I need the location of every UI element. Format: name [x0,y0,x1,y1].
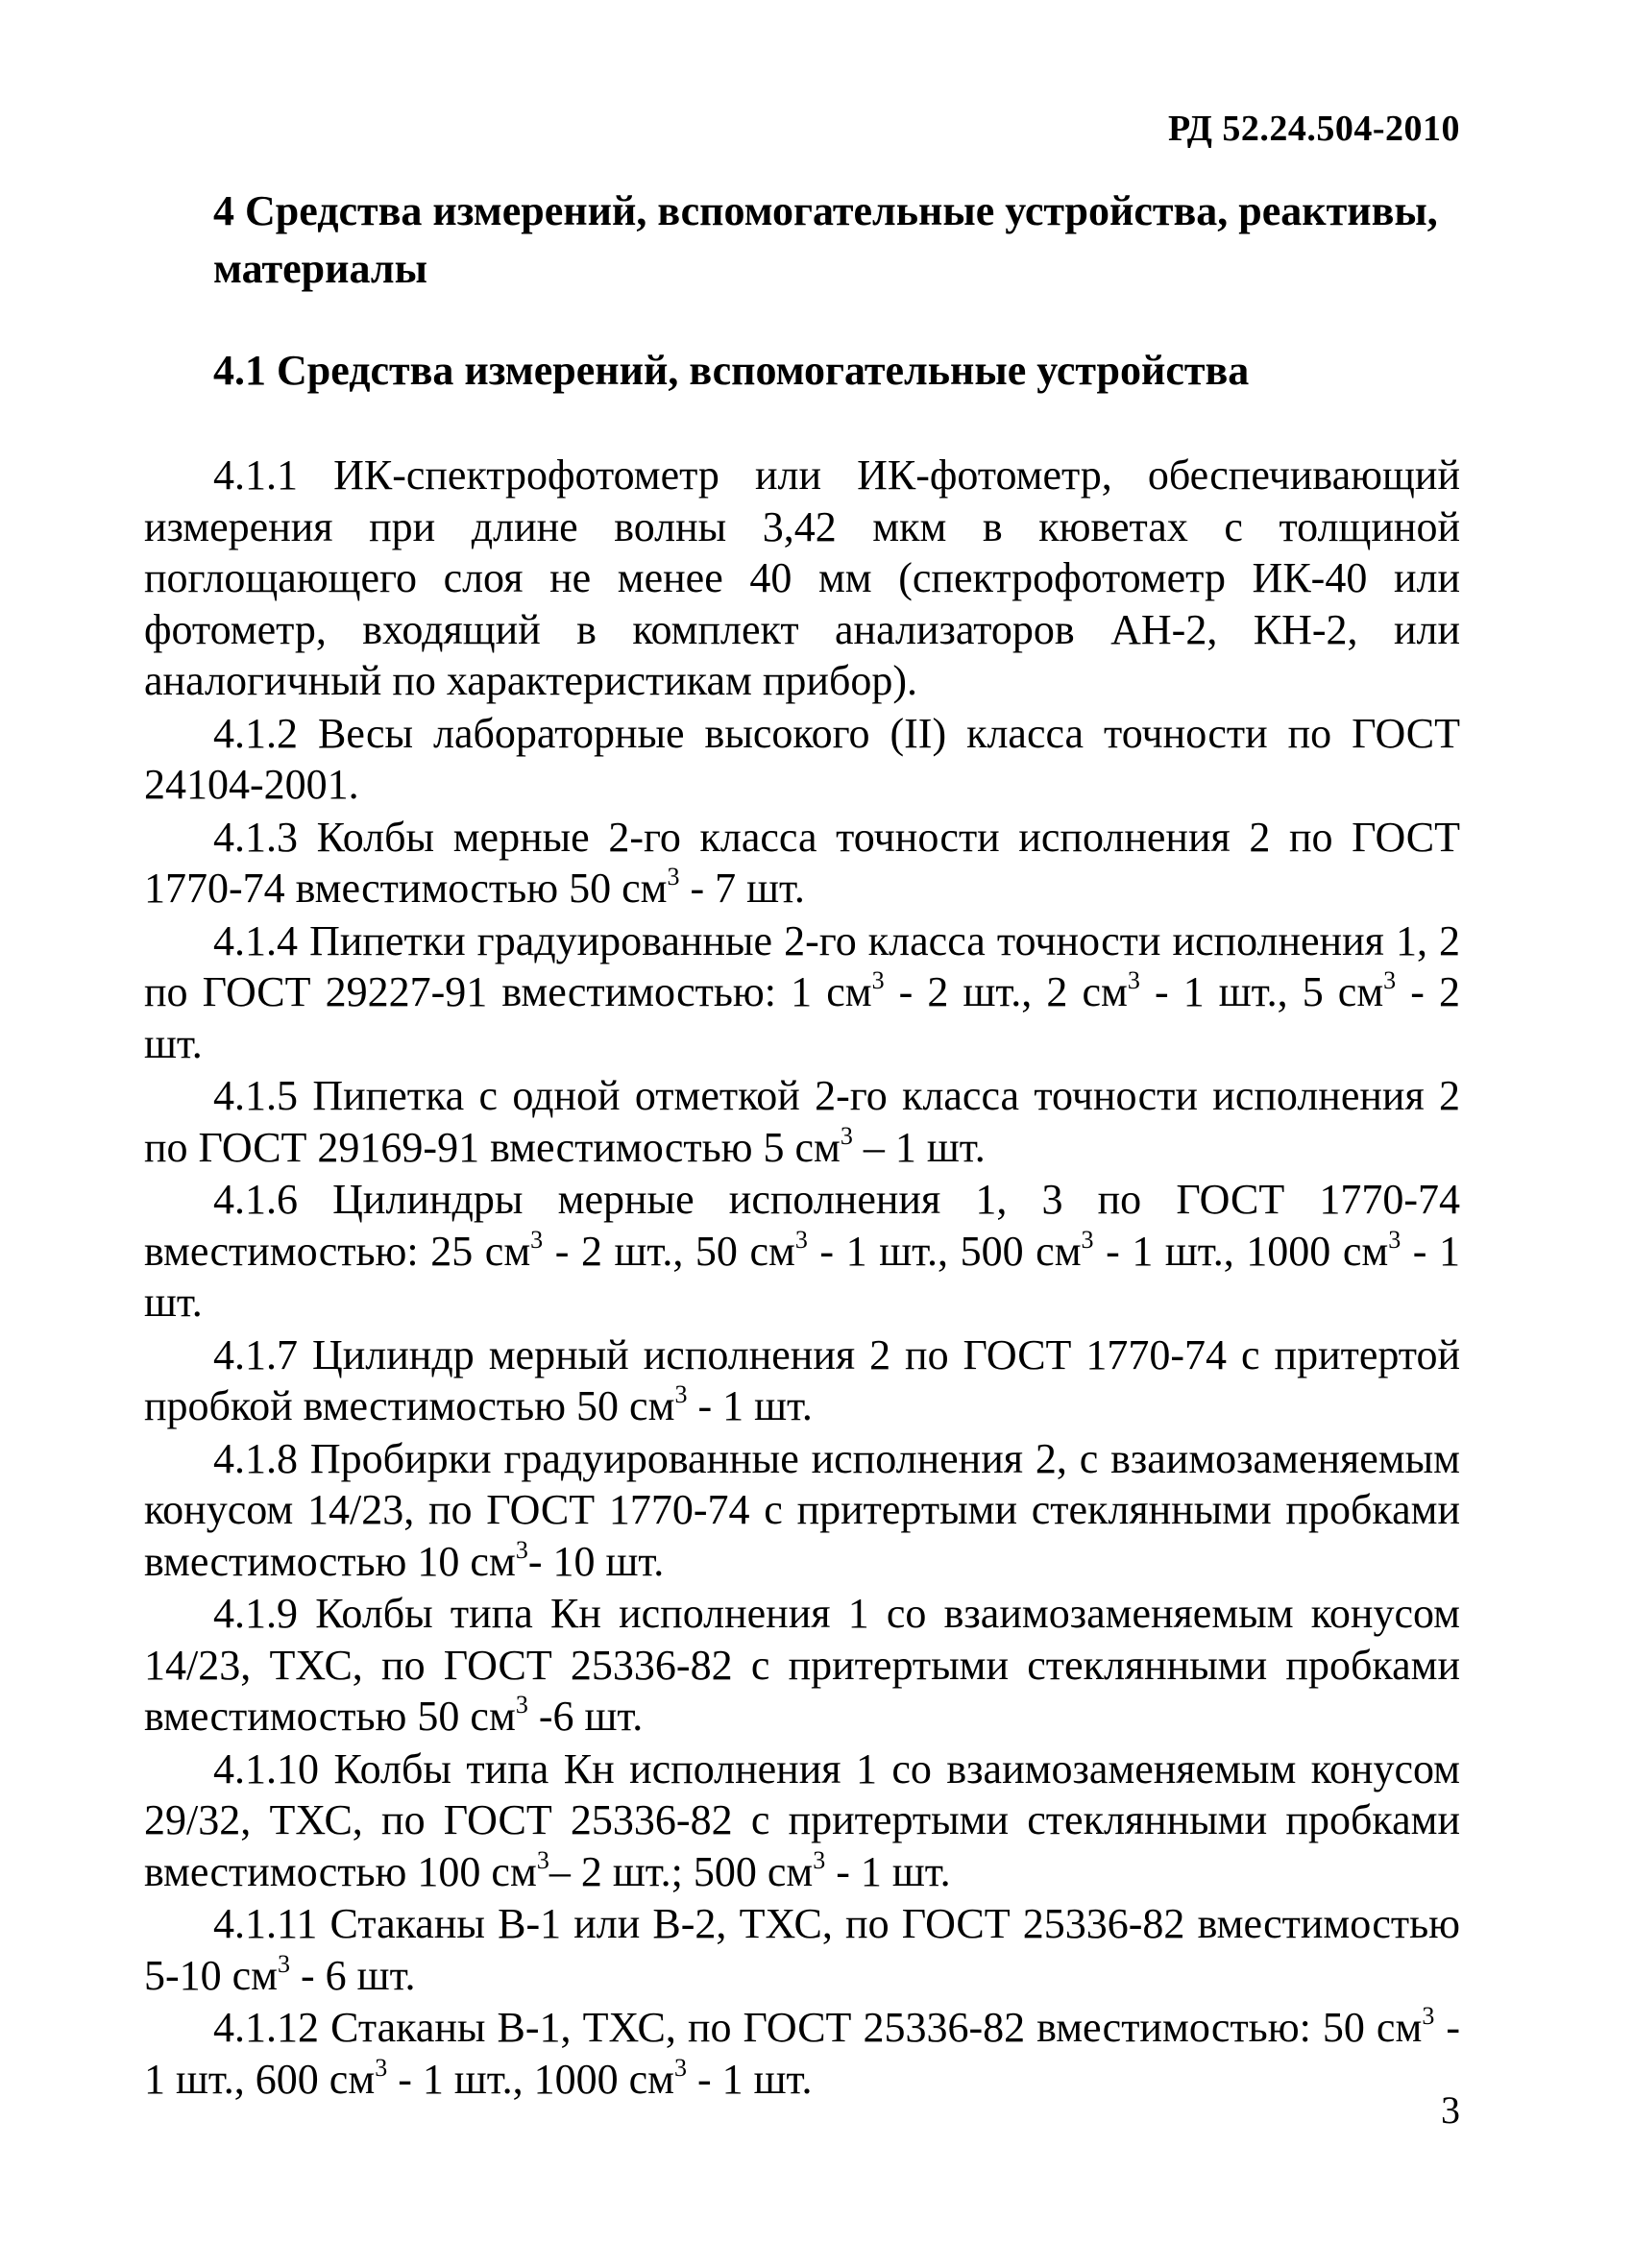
subsection-heading: 4.1 Средства измерений, вспомогательные устройства [213,347,1250,394]
item-text: - 1 шт., 5 см [1139,968,1384,1015]
item-text: - 10 шт. [527,1537,665,1585]
item-text: - 1 шт. [825,1847,951,1895]
item-text: ИК-спектрофотометр или ИК-фотометр, обеспечивающий измерения при длине волны 3,42 мкм в кюветах с толщиной поглощающего слоя не менее 40 мм (спектрофотометр ИК-40 или фотометр, входящий в комплект анализаторов АН-2, КН-2, или аналогичный по характеристикам прибор). [144,451,1461,704]
list-item [144,450,1460,707]
item-number: 4.1.6 [213,1176,298,1223]
item-text: Цилиндр мерный исполнения 2 по ГОСТ 1770-74 с притертой пробкой вместимостью 50 см [144,1330,1460,1429]
list-item [144,2002,1460,2105]
list-item [144,1898,1460,2001]
item-text: - 1 шт., 500 см [807,1227,1082,1275]
item-text: Стаканы В-1, ТХС, по ГОСТ 25336-82 вместимостью: 50 см [330,2004,1423,2051]
item-number: 4.1.4 [213,916,298,964]
unit-superscript: 3 [674,1380,688,1409]
item-number: 4.1.12 [213,2004,319,2051]
unit-superscript: 3 [674,2053,688,2082]
item-text: Пипетки градуированные 2-го класса точности исполнения 1, 2 по ГОСТ 29227-91 вместимостью: 1 см [144,916,1461,1015]
item-text: - 2 шт., 2 см [884,968,1128,1015]
unit-superscript: 3 [536,1845,549,1874]
item-text: Пробирки градуированные исполнения 2, с взаимозаменяемым конусом 14/23, по ГОСТ 1770-74 с притертыми стеклянными пробками вместимостью 10 см [144,1434,1461,1585]
item-number: 4.1.1 [213,451,298,499]
items-list [144,450,1460,2105]
list-item [144,1174,1460,1329]
item-text: Пипетка с одной отметкой 2-го класса точности исполнения 2 по ГОСТ 29169-91 вместимостью 5 см [144,1072,1461,1171]
unit-superscript: 3 [871,966,885,995]
item-number: 4.1.5 [213,1072,298,1119]
page-content [144,183,1460,2106]
item-number: 4.1.11 [213,1900,318,1947]
item-text: – 1 шт. [852,1123,986,1171]
list-item [144,1070,1460,1173]
item-number: 4.1.3 [213,813,298,861]
item-text: - 1 шт., 1000 см [387,2055,675,2103]
item-number: 4.1.9 [213,1590,298,1637]
item-number: 4.1.8 [213,1434,298,1482]
unit-superscript: 3 [278,1949,291,1978]
item-text: - 7 шт. [679,865,805,912]
section-heading: 4 Средства измерений, вспомогательные устройства, реактивы, материалы [213,187,1438,292]
unit-superscript: 3 [1383,966,1397,995]
item-number: 4.1.10 [213,1744,319,1792]
list-item [144,1329,1460,1432]
page-number: 3 [1441,2088,1460,2132]
item-text: -6 шт. [527,1693,644,1740]
list-item [144,708,1460,811]
list-item [144,915,1460,1070]
item-text: - 1 шт., 600 см [144,2004,1461,2103]
item-text: Колбы типа Кн исполнения 1 со взаимозаменяемым конусом 14/23, ТХС, по ГОСТ 25336-82 с притертыми стеклянными пробками вместимостью 50 см [144,1590,1460,1740]
item-text: Цилиндры мерные исполнения 1, 3 по ГОСТ 1770-74 вместимостью: 25 см [144,1176,1461,1275]
unit-superscript: 3 [515,1691,528,1719]
item-text: - 2 шт., 50 см [543,1227,795,1275]
unit-superscript: 3 [1388,1225,1401,1254]
item-text: - 1 шт., 1000 см [1093,1227,1389,1275]
item-text: Колбы мерные 2-го класса точности исполнения 2 по ГОСТ 1770-74 вместимостью 50 см [144,813,1460,912]
unit-superscript: 3 [1127,966,1140,995]
unit-superscript: 3 [515,1535,528,1564]
item-text: - 1 шт. [144,1227,1461,1326]
item-text: - 2 шт. [144,968,1461,1067]
item-text: – 2 шт.; 500 см [548,1847,814,1895]
item-text: Стаканы В-1 или В-2, ТХС, по ГОСТ 25336-82 вместимостью 5-10 см [144,1900,1461,1999]
item-number: 4.1.2 [213,709,298,757]
item-text: - 1 шт. [687,2055,813,2103]
list-item [144,812,1460,915]
unit-superscript: 3 [794,1225,808,1254]
document-code: РД 52.24.504-2010 [1168,109,1460,149]
unit-superscript: 3 [1081,1225,1094,1254]
list-item [144,1433,1460,1588]
unit-superscript: 3 [1422,2002,1435,2031]
item-number: 4.1.7 [213,1330,298,1378]
unit-superscript: 3 [667,863,680,891]
unit-superscript: 3 [375,2053,388,2082]
item-text: - 1 шт. [687,1382,813,1429]
unit-superscript: 3 [813,1845,826,1874]
item-text: Весы лабораторные высокого (II) класса точности по ГОСТ 24104-2001. [144,709,1461,808]
item-text: - 6 шт. [290,1951,416,1999]
unit-superscript: 3 [840,1121,853,1150]
unit-superscript: 3 [530,1225,544,1254]
list-item [144,1744,1460,1898]
item-text: Колбы типа Кн исполнения 1 со взаимозаменяемым конусом 29/32, ТХС, по ГОСТ 25336-82 с притертыми стеклянными пробками вместимостью 100 см [144,1744,1460,1895]
list-item [144,1588,1460,1743]
